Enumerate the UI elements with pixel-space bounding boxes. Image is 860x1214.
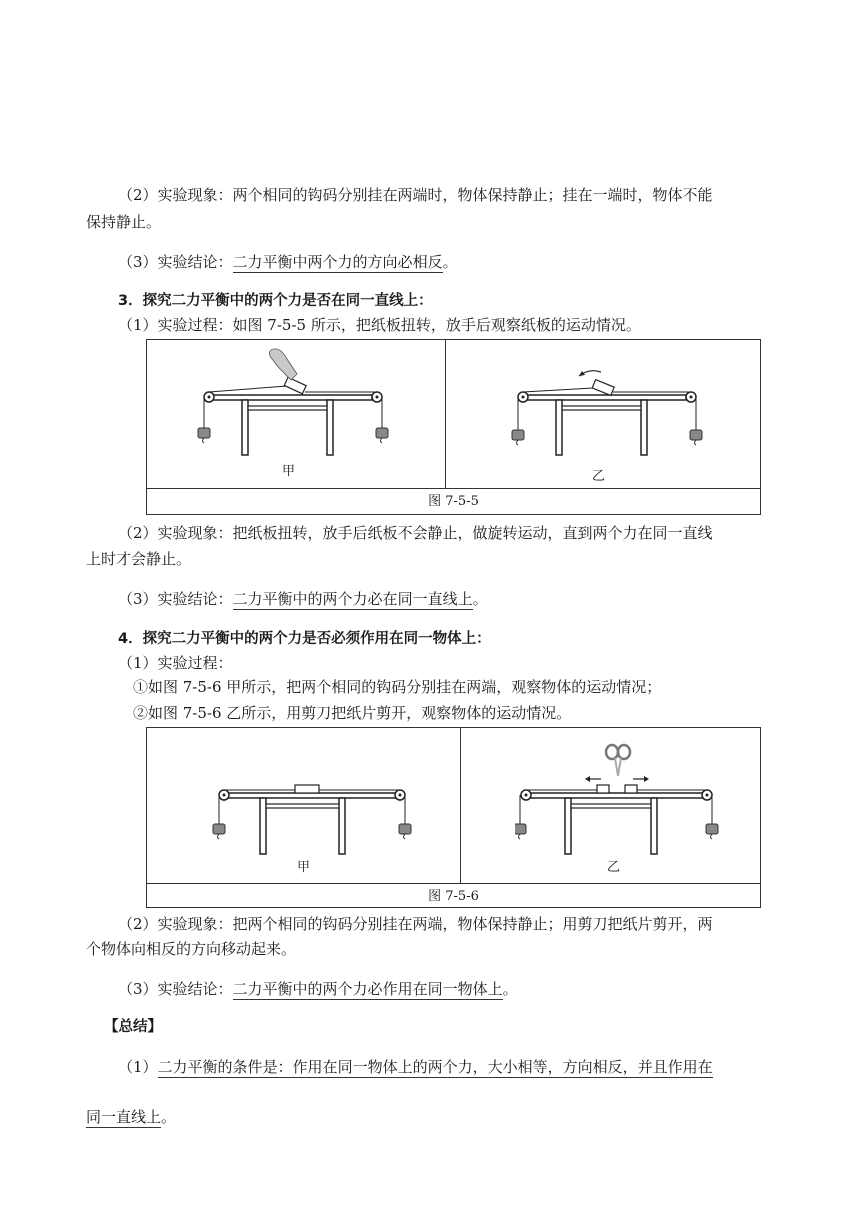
section4-conclusion [118, 978, 518, 1000]
section4-phenomenon-line1: （2）实验现象：把两个相同的钩码分别挂在两端，物体保持静止；用剪刀把纸片剪开，两 [118, 915, 713, 933]
section4-step1: ①如图 7-5-6 甲所示，把两个相同的钩码分别挂在两端，观察物体的运动情况； [133, 678, 662, 696]
figure-divider [460, 728, 461, 883]
conclusion-text [118, 251, 458, 273]
section3-conclusion [118, 588, 488, 610]
conclusion-underlined [233, 590, 473, 610]
figure-label-left: 甲 [297, 860, 311, 875]
summary-heading: 【总结】 [104, 1019, 162, 1035]
summary-separator: ， [547, 1058, 563, 1076]
summary-underlined [158, 1058, 713, 1078]
cut-apparatus-left [207, 766, 437, 866]
summary-line1 [118, 1056, 713, 1078]
summary-keyword-same-line: 同一直线上 [86, 1108, 162, 1126]
section4-phenomenon-line2: 个物体向相反的方向移动起来。 [86, 940, 297, 958]
section3-process: （1）实验过程：如图 7-5-5 所示，把纸板扭转，放手后观察纸板的运动情况。 [118, 316, 641, 334]
summary-keyword-opposite-direction: 方向相反 [562, 1058, 623, 1076]
summary-prefix: （1） [118, 1058, 158, 1076]
section3-phenomenon-line2: 上时才会静止。 [86, 550, 192, 568]
conclusion-body: 二力平衡中的两个力必 [232, 980, 383, 998]
section3-heading: 3．探究二力平衡中的两个力是否在同一直线上： [118, 293, 433, 309]
summary-keyword-act-on: 作用在 [667, 1058, 713, 1076]
figure-7-5-5 [146, 339, 761, 515]
conclusion-keyword: 作用在同一物体上 [382, 980, 503, 998]
summary-keyword-same-object: 同一物体上 [337, 1058, 413, 1076]
summary-end: 。 [161, 1108, 177, 1126]
conclusion-end: 。 [472, 590, 488, 608]
conclusion-body: 二力平衡中的两个力必在 [232, 590, 398, 608]
conclusion-underlined [233, 253, 443, 273]
figure-label-right: 乙 [592, 469, 606, 484]
cut-apparatus-right [515, 742, 745, 866]
twist-apparatus-left [187, 348, 417, 460]
conclusion-prefix: （3）实验结论： [118, 590, 233, 608]
summary-line2 [86, 1106, 176, 1128]
figure-divider [445, 340, 446, 488]
section4-process: （1）实验过程： [118, 654, 233, 672]
phenomenon-text-line2: 保持静止。 [86, 213, 162, 231]
section4-heading: 4．探究二力平衡中的两个力是否必须作用在同一物体上： [118, 631, 491, 647]
conclusion-underlined [233, 980, 503, 1000]
summary-part2: 的两个力， [412, 1058, 488, 1076]
summary-part3: ，并且 [622, 1058, 668, 1076]
summary-keyword-equal-magnitude: 大小相等 [487, 1058, 548, 1076]
conclusion-end: 。 [442, 253, 458, 271]
phenomenon-text-line1: （2）实验现象：两个相同的钩码分别挂在两端时，物体保持静止；挂在一端时，物体不能 [118, 186, 713, 204]
summary-part1: 二力平衡的条件是：作用在 [157, 1058, 338, 1076]
conclusion-end: 。 [502, 980, 518, 998]
conclusion-prefix: （3）实验结论： [118, 980, 233, 998]
section3-phenomenon-line1: （2）实验现象：把纸板扭转，放手后纸板不会静止，做旋转运动，直到两个力在同一直线 [118, 524, 713, 542]
figure-7-5-6 [146, 727, 761, 908]
conclusion-keyword: 同一直线上 [397, 590, 473, 608]
figure-label-left: 甲 [282, 464, 296, 479]
figure-label-right: 乙 [607, 860, 621, 875]
conclusion-body: 二力平衡中两个力的方向必 [232, 253, 413, 271]
conclusion-prefix: （3）实验结论： [118, 253, 233, 271]
figure-caption: 图 7-5-6 [147, 883, 760, 910]
section4-step2: ②如图 7-5-6 乙所示，用剪刀把纸片剪开，观察物体的运动情况。 [133, 704, 572, 722]
figure-caption: 图 7-5-5 [147, 488, 760, 515]
conclusion-keyword: 相反 [412, 253, 443, 271]
twist-apparatus-right [501, 348, 731, 460]
